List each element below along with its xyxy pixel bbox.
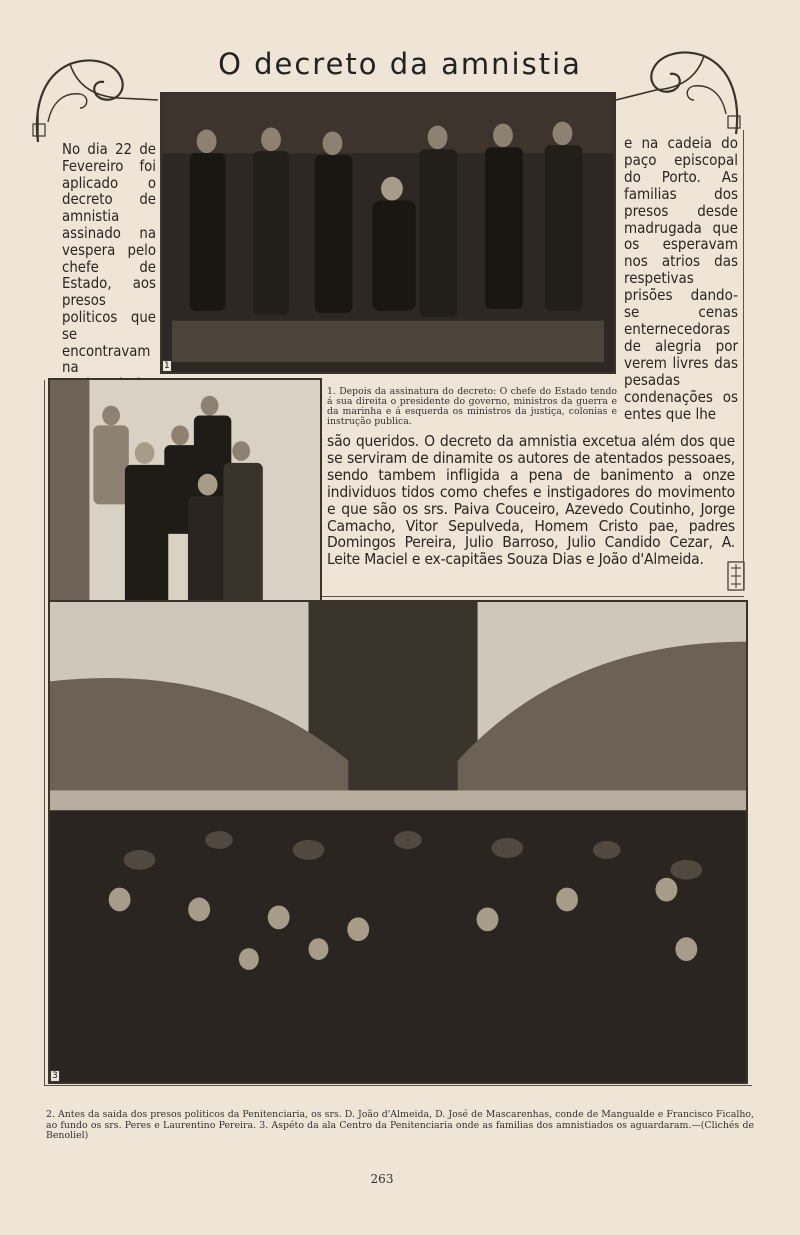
photo-number-3: 3 bbox=[52, 1071, 58, 1081]
photo-signing-of-decree bbox=[160, 92, 616, 374]
right-column-text: e na cadeia do paço episcopal do Porto. As familias dos presos desde madrugada que os esperavam nos atrios das respetivas prisões dando-se cenas enternecedoras de alegria por verem livres das pesadas condenações os entes que lhe bbox=[624, 134, 738, 423]
frame-line-left bbox=[44, 380, 45, 1085]
photo-number-1: 1 bbox=[164, 361, 170, 371]
page-number: 263 bbox=[370, 1172, 394, 1186]
photo-penitentiary-hall bbox=[48, 600, 748, 1084]
caption-photos-2-3: 2. Antes da saida dos presos politicos da Penitenciaria, os srs. D. João d'Almeida, D. José de Mascarenhas, conde de Mangualde e Francisco Ficalho, ao fundo os srs. Peres e Laurentino Pereira. 3. Aspéto da ala Centro da Penitenciaria onde as familias dos amnistiados os aguardaram.—(Clichés de Benoliel) bbox=[46, 1109, 754, 1141]
frame-line-bottom bbox=[44, 1085, 752, 1086]
frame-line-under-body bbox=[320, 596, 744, 597]
frame-line-right bbox=[743, 130, 744, 590]
article-body-text: são queridos. O decreto da amnistia excetua além dos que se serviram de dinamite os autores de atentados pessoaes, sendo tambem infligida a pena de banimento a onze individuos tidos como chefes e instigadores do movimento e que são os srs. Paiva Couceiro, Azevedo Coutinho, Jorge Camacho, Vitor Sepulveda, Homem Cristo pae, padres Domingos Pereira, Julio Barroso, Julio Candido Cezar, A. Leite Maciel e ex-capitães Souza Dias e João d'Almeida. bbox=[327, 432, 735, 569]
page-title: O decreto da amnistia bbox=[218, 47, 582, 82]
left-column-text: No dia 22 de Fevereiro foi aplicado o decreto de amnistia assinado na vespera pelo chefe de Estado, aos presos politicos que se encontravam na bbox=[62, 141, 156, 377]
caption-photo-1: 1. Depois da assinatura do decreto: O chefe do Estado tendo á sua direita o presidente do governo, ministros da guerra e da marinha e á esquerda os ministros da justiça, colonias e instrução publica. bbox=[327, 386, 617, 427]
